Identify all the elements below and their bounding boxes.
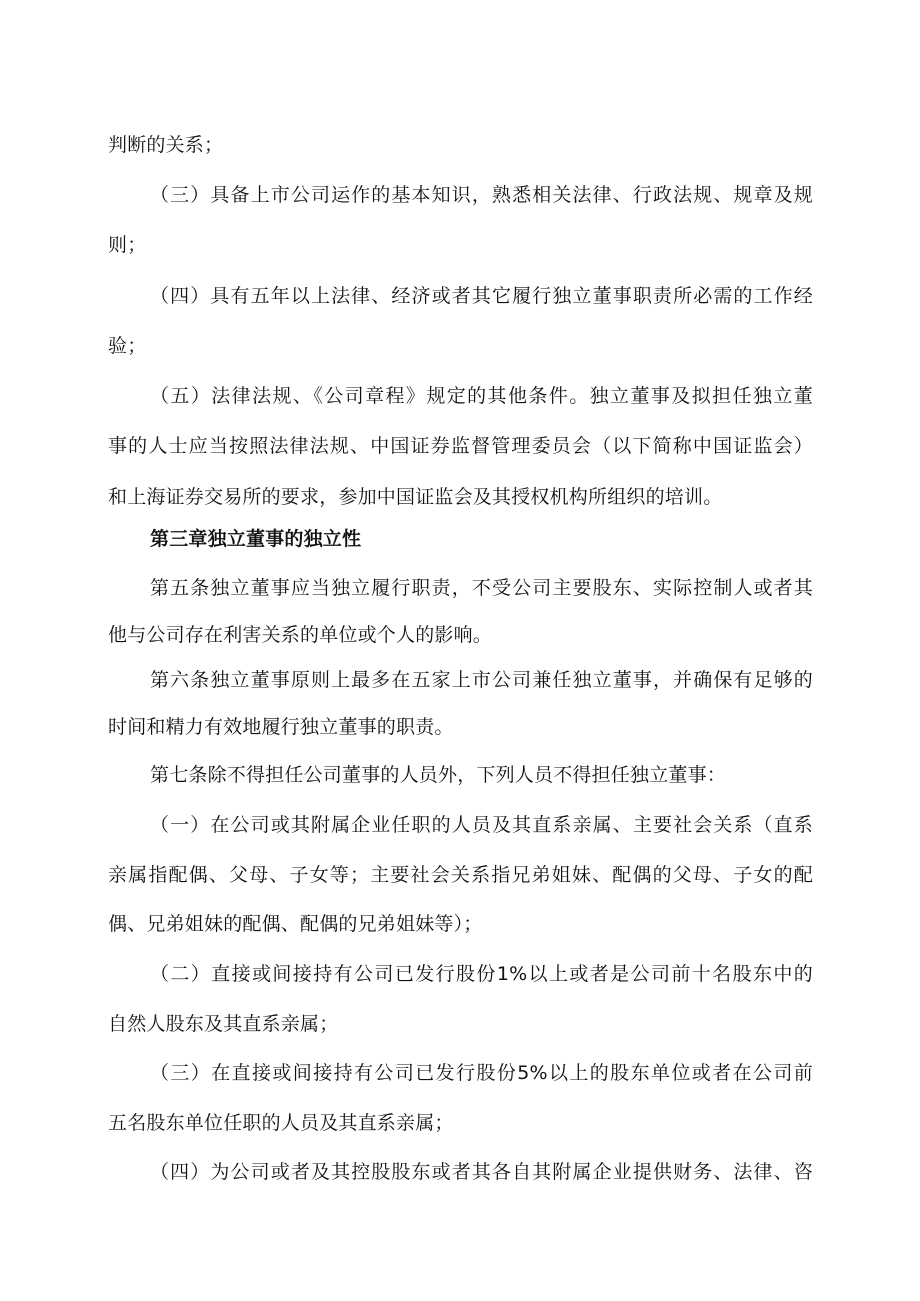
- article-seven-line-1: 第七条除不得担任公司董事的人员外，下列人员不得担任独立董事：: [150, 764, 727, 786]
- clause-three-line-2: 则；: [108, 234, 147, 256]
- clause-five-line-1: （五）法律法规、《公司章程》规定的其他条件。独立董事及拟担任独立董: [150, 385, 813, 407]
- clause-four-line-1: （四）具有五年以上法律、经济或者其它履行独立董事职责所必需的工作经: [150, 285, 813, 307]
- article-seven-item-four-line-1: （四）为公司或者及其控股股东或者其各自其附属企业提供财务、法律、咨: [150, 1161, 813, 1183]
- paragraph-continuation-line: 判断的关系；: [108, 134, 224, 156]
- chapter-three-heading: 第三章独立董事的独立性: [150, 528, 362, 550]
- article-seven-item-two-line-1: （二）直接或间接持有公司已发行股份1%以上或者是公司前十名股东中的: [150, 963, 813, 985]
- article-five-line-2: 他与公司存在利害关系的单位或个人的影响。: [108, 624, 493, 646]
- article-seven-item-one-line-3: 偶、兄弟姐妹的配偶、配偶的兄弟姐妹等）；: [108, 913, 483, 935]
- article-five-line-1: 第五条独立董事应当独立履行职责，不受公司主要股东、实际控制人或者其: [150, 577, 813, 599]
- article-six-line-1: 第六条独立董事原则上最多在五家上市公司兼任独立董事，并确保有足够的: [150, 669, 813, 691]
- article-seven-item-one-line-2: 亲属指配偶、父母、子女等；主要社会关系指兄弟姐妹、配偶的父母、子女的配: [108, 864, 813, 886]
- clause-three-line-1: （三）具备上市公司运作的基本知识，熟悉相关法律、行政法规、规章及规: [150, 184, 813, 206]
- clause-five-line-2: 事的人士应当按照法律法规、中国证券监督管理委员会（以下简称中国证监会）: [108, 435, 813, 457]
- article-seven-item-three-line-1: （三）在直接或间接持有公司已发行股份5%以上的股东单位或者在公司前: [150, 1062, 813, 1084]
- clause-five-line-3: 和上海证券交易所的要求，参加中国证监会及其授权机构所组织的培训。: [108, 486, 723, 508]
- article-seven-item-one-line-1: （一）在公司或其附属企业任职的人员及其直系亲属、主要社会关系（直系: [150, 814, 813, 836]
- clause-four-line-2: 验；: [108, 335, 147, 357]
- article-seven-item-two-line-2: 自然人股东及其直系亲属；: [108, 1013, 339, 1035]
- article-six-line-2: 时间和精力有效地履行独立董事的职责。: [108, 716, 454, 738]
- article-seven-item-three-line-2: 五名股东单位任职的人员及其直系亲属；: [108, 1112, 454, 1134]
